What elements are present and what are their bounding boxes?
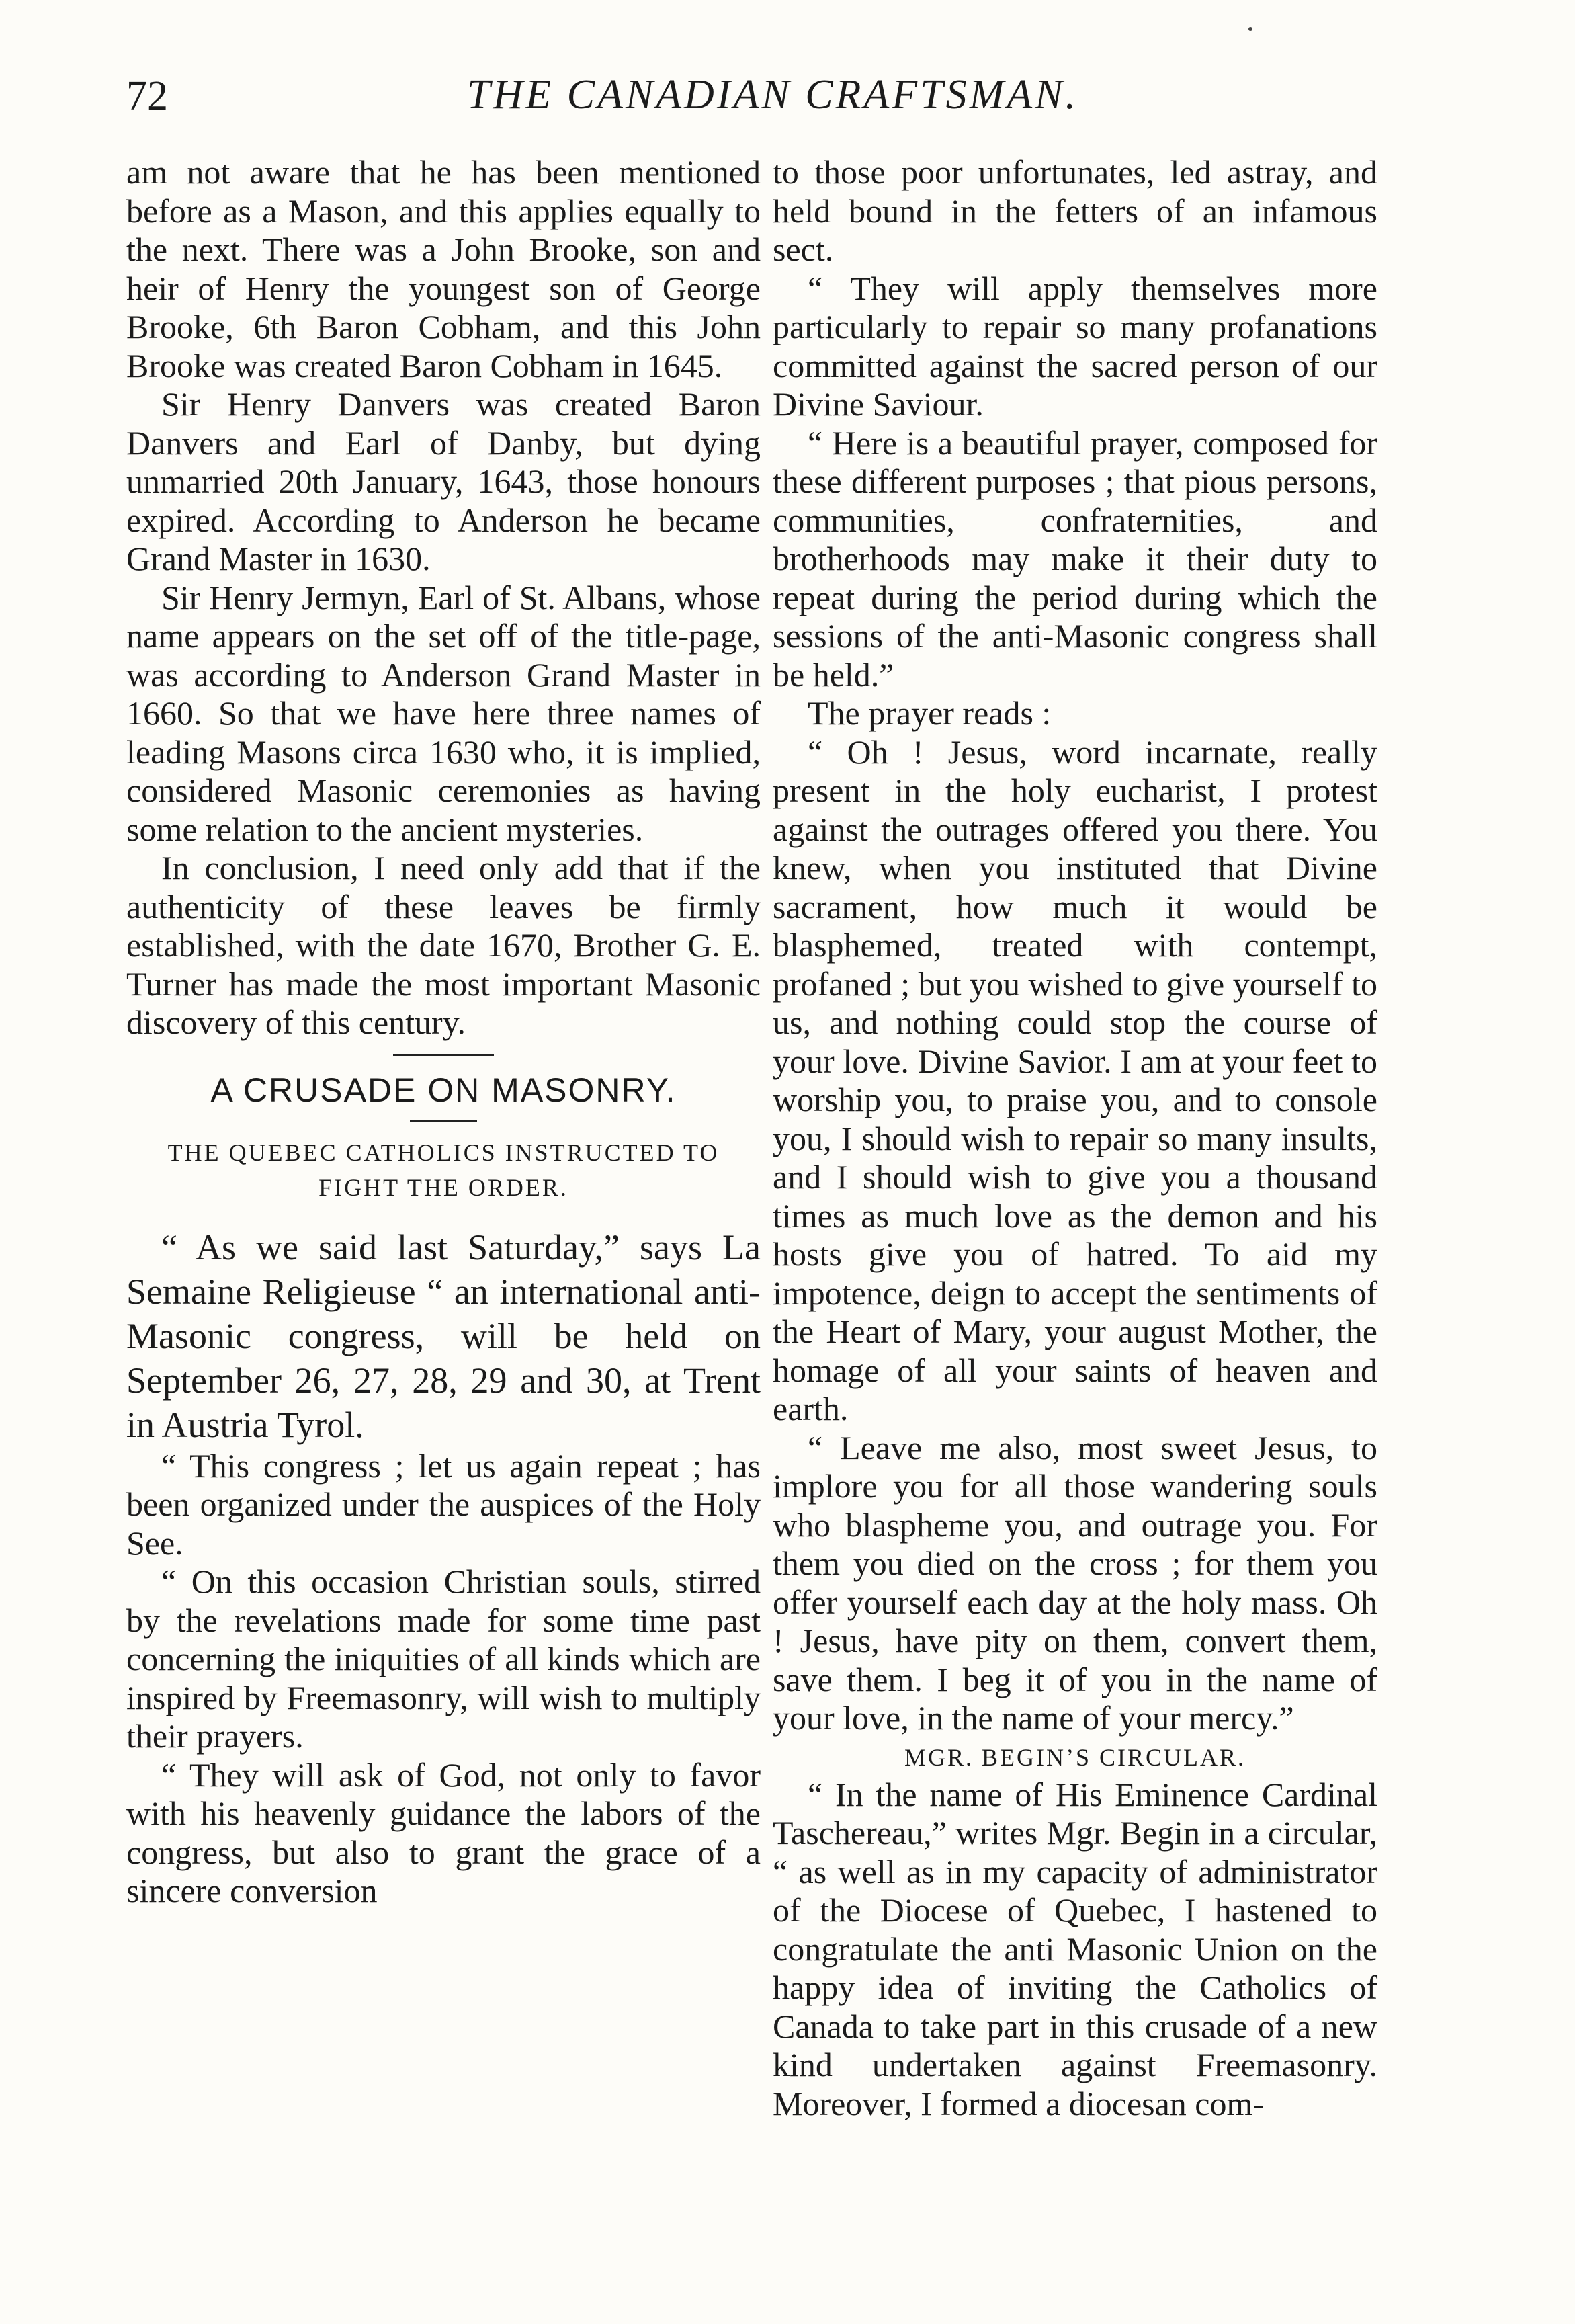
paragraph: “ On this occasion Christian souls, stirred by the revelations made for some time past concerning the iniquities of all kinds which are inspired by Freemasonry, will wish to multiply their prayers. bbox=[126, 1563, 761, 1755]
article-heading: A CRUSADE ON MASONRY. bbox=[210, 1071, 677, 1109]
page-header bbox=[81, 67, 1465, 148]
article-subheading: THE QUEBEC CATHOLICS INSTRUCTED TO FIGHT THE ORDER. bbox=[167, 1138, 720, 1201]
right-column bbox=[773, 153, 1377, 2123]
paragraph: “ They will ask of God, not only to favor with his heavenly guidance the labors of the congress, but also to grant the grace of a sincere conversion bbox=[126, 1755, 761, 1909]
paragraph: Sir Henry Jermyn, Earl of St. Albans, whose name appears on the set off of the title-page, was according to Anderson Grand Master in 1660. So that we have here three names of leading Masons circa 1630 who, it is implied, considered Masonic ceremonies as having some relation to the ancient mysteries. bbox=[126, 578, 761, 848]
paragraph: “ Leave me also, most sweet Jesus, to implore you for all those wandering souls who blaspheme you, and outrage you. For them you died on the cross ; for them you offer yourself each day at the holy mass. Oh ! Jesus, have pity on them, convert them, save them. I beg it of you in the name of your love, in the name of your mercy.” bbox=[773, 1428, 1377, 1737]
print-speck bbox=[1248, 27, 1252, 31]
left-column bbox=[126, 153, 761, 1911]
paragraph: “ Oh ! Jesus, word incarnate, really present in the holy eucharist, I protest against the outrages offered you there. You knew, when you instituted that Divine sacrament, how much it would be blasphemed, treated with contempt, profaned ; but you wished to give yourself to us, and nothing could stop the course of your love. Divine Savior. I am at your feet to worship you, to praise you, and to console you, I should wish to repair so many insults, and I should wish to give you a thousand times as much love as the demon and his hosts give you of hatred. To aid my impotence, deign to accept the sentiments of the Heart of Mary, your august Mother, the homage of all your saints of heaven and earth. bbox=[773, 733, 1377, 1427]
paragraph: “ Here is a beautiful prayer, composed for these different purposes ; that pious persons, communities, confraternities, and brotherhoods may make it their duty to repeat during the period during which the sessions of the anti-Masonic congress shall be held.” bbox=[773, 423, 1377, 694]
heading-divider bbox=[410, 1120, 477, 1122]
paragraph: “ In the name of His Eminence Cardinal Taschereau,” writes Mgr. Begin in a circular, “ as well as in my capacity of administrator of the Diocese of Quebec, I hastened to congratulate the anti Masonic Union on the happy idea of inviting the Catholics of Canada to take part in this crusade of a new kind undertaken against Freemasonry. Moreover, I formed a diocesan com- bbox=[773, 1775, 1377, 2122]
paragraph: The prayer reads : bbox=[808, 694, 1052, 732]
page-number: 72 bbox=[126, 73, 168, 119]
paragraph: am not aware that he has been mentioned before as a Mason, and this applies equally to the next. There was a John Brooke, son and heir of Henry the youngest son of George Brooke, 6th Baron Cobham, and this John Brooke was created Baron Cobham in 1645. bbox=[126, 153, 761, 384]
section-subheading: MGR. BEGIN’S CIRCULAR. bbox=[904, 1743, 1246, 1771]
paragraph: In conclusion, I need only add that if the authenticity of these leaves be firmly established, with the date 1670, Brother G. E. Turner has made the most important Masonic discovery of this century. bbox=[126, 849, 761, 1041]
paragraph: “ They will apply themselves more particularly to repair so many profanations committed against the sacred person of our Divine Saviour. bbox=[773, 269, 1377, 423]
running-title: THE CANADIAN CRAFTSMAN. bbox=[466, 72, 1079, 118]
paragraph: “ As we said last Saturday,” says La Semaine Religieuse “ an international anti-Masonic congress, will be held on September 26, 27, 28, 29 and 30, at Trent in Austria Tyrol. bbox=[126, 1227, 761, 1445]
paragraph: to those poor unfortunates, led astray, and held bound in the fetters of an infamous sect. bbox=[773, 153, 1377, 268]
paragraph: “ This congress ; let us again repeat ; has been organized under the auspices of the Holy See. bbox=[126, 1446, 761, 1562]
paragraph: Sir Henry Danvers was created Baron Danvers and Earl of Danby, but dying unmarried 20th January, 1643, those honours expired. According to Anderson he became Grand Master in 1630. bbox=[126, 385, 761, 577]
section-divider bbox=[393, 1054, 494, 1056]
